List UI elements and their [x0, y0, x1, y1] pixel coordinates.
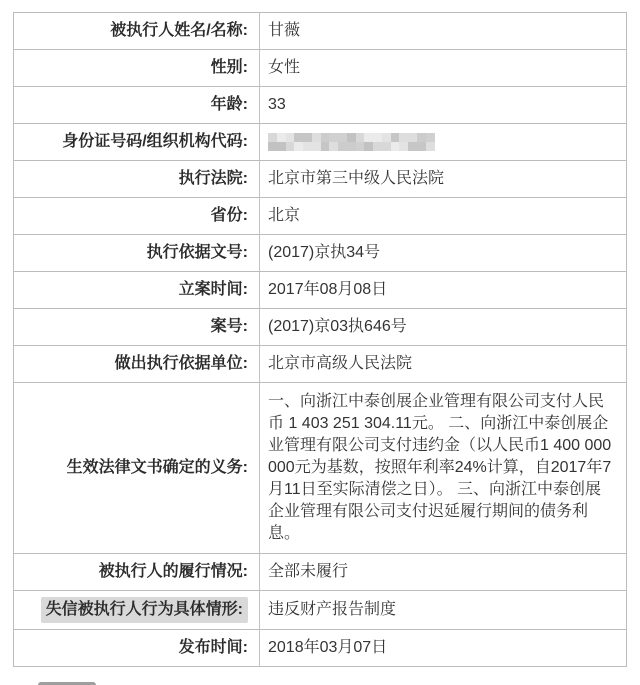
row-value-cell: [260, 591, 626, 629]
row-label-cell: [14, 591, 260, 629]
row-label-cell: [14, 554, 260, 590]
row-label-cell: [14, 124, 260, 160]
table-row: [14, 383, 626, 554]
row-value-cell: [260, 309, 626, 345]
row-label-cell: [14, 272, 260, 308]
row-value: (2017)京03执646号: [268, 318, 407, 335]
row-value: 全部未履行: [268, 563, 349, 580]
table-row: [14, 50, 626, 87]
row-label-cell: [14, 309, 260, 345]
row-label-cell: [14, 630, 260, 666]
debtor-record-table: [13, 12, 627, 667]
row-value-cell: [260, 235, 626, 271]
row-label: 身份证号码/组织机构代码:: [62, 133, 248, 150]
table-row: [14, 309, 626, 346]
row-value-cell: [260, 198, 626, 234]
row-label: 执行法院:: [178, 170, 248, 187]
row-value-cell: [260, 124, 626, 160]
row-value-cell: [260, 630, 626, 666]
row-label: 省份:: [210, 207, 248, 224]
row-value-cell: [260, 272, 626, 308]
row-value: 一、向浙江中泰创展企业管理有限公司支付人民币 1 403 251 304.11元。 二、向浙江中泰创展企业管理有限公司支付违约金（以人民币1 400 000 000元为基数，按照年利率24%计算，自2017年7月11日至实际清偿之日）。 三、向浙江中泰创展企业管理有限公司支付迟延履行期间的债务利息。: [268, 393, 612, 542]
row-label-cell: [14, 383, 260, 553]
row-label-cell: [14, 50, 260, 86]
row-label-cell: [14, 235, 260, 271]
table-row: [14, 198, 626, 235]
row-value: 甘薇: [268, 22, 301, 39]
row-label: 做出执行依据单位:: [114, 355, 248, 372]
row-label-cell: [14, 161, 260, 197]
row-label: 执行依据文号:: [146, 244, 248, 261]
row-value-cell: [260, 161, 626, 197]
table-row: [14, 591, 626, 630]
table-row: [14, 87, 626, 124]
row-value: 北京: [268, 207, 301, 224]
table-row: [14, 124, 626, 161]
row-label: 被执行人姓名/名称:: [110, 22, 248, 39]
row-value-cell: [260, 50, 626, 86]
row-value: 北京市高级人民法院: [268, 355, 413, 372]
row-value: 违反财产报告制度: [268, 601, 397, 618]
row-value-cell: [260, 554, 626, 590]
table-row: [14, 272, 626, 309]
row-value-cell: [260, 346, 626, 382]
row-label-highlighted: 失信被执行人行为具体情形:: [41, 597, 248, 623]
row-label: 性别:: [210, 59, 248, 76]
row-label-cell: [14, 87, 260, 123]
row-value: 女性: [268, 59, 301, 76]
table-row: [14, 554, 626, 591]
row-label: 被执行人的履行情况:: [98, 563, 248, 580]
row-label: 发布时间:: [178, 639, 248, 656]
row-label: 案号:: [210, 318, 248, 335]
row-value: 北京市第三中级人民法院: [268, 170, 445, 187]
row-label-cell: [14, 198, 260, 234]
row-label: 生效法律文书确定的义务:: [66, 459, 248, 476]
row-value-cell: [260, 383, 626, 553]
row-label-cell: [14, 346, 260, 382]
row-value-cell: [260, 13, 626, 49]
table-row: [14, 630, 626, 667]
row-value: 2017年08月08日: [268, 281, 388, 298]
row-value-cell: [260, 87, 626, 123]
redacted-id-mosaic: [268, 133, 435, 151]
table-row: [14, 346, 626, 383]
row-value: 2018年03月07日: [268, 639, 388, 656]
table-row: [14, 235, 626, 272]
table-row: [14, 13, 626, 50]
row-value: 33: [268, 96, 286, 113]
row-value: (2017)京执34号: [268, 244, 381, 261]
table-row: [14, 161, 626, 198]
row-label: 年龄:: [210, 96, 248, 113]
row-label: 立案时间:: [178, 281, 248, 298]
row-label-cell: [14, 13, 260, 49]
